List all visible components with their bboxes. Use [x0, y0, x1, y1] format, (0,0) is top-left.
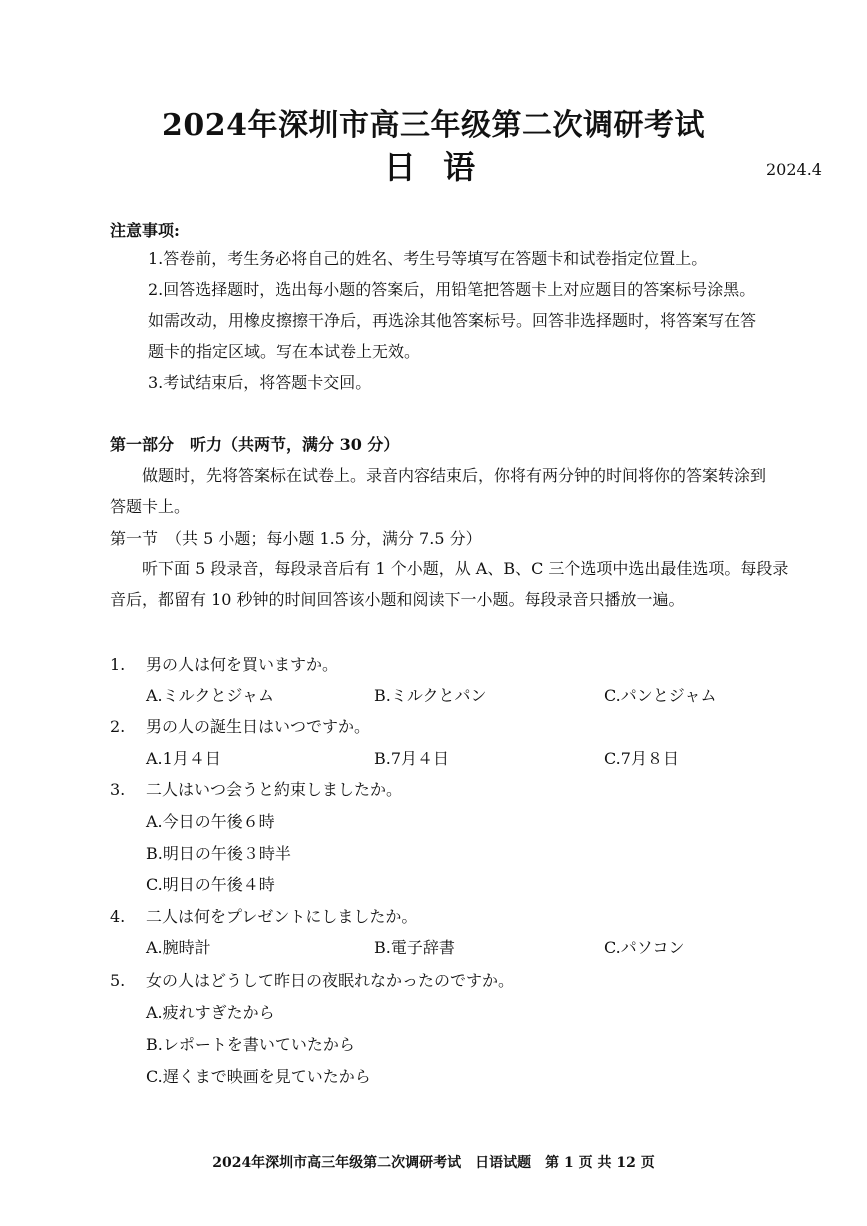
- question-text: 男の人の誕生日はいつですか。: [146, 717, 371, 736]
- option-c: C.パソコン: [604, 938, 685, 957]
- option-c: C.パンとジャム: [604, 686, 717, 705]
- notice-item-2-line-1: 2.回答选择题时，选出每小题的答案后，用铅笔把答题卡上对应题目的答案标号涂黑。: [148, 280, 756, 299]
- exam-title: 2024年深圳市高三年级第二次调研考试: [162, 108, 705, 143]
- section-1-line-2: 音后，都留有 10 秒钟的时间回答该小题和阅读下一小题。每段录音只播放一遍。: [110, 590, 685, 609]
- section-1-line-1: 听下面 5 段录音，每段录音后有 1 个小题，从 A、B、C 三个选项中选出最佳选项。每段录: [142, 559, 789, 578]
- question-text: 二人はいつ会うと約束しましたか。: [146, 780, 403, 799]
- question-3: [110, 777, 402, 800]
- question-text: 男の人は何を買いますか。: [146, 655, 339, 674]
- question-number: 5.: [110, 971, 126, 990]
- part-1-intro: [110, 460, 828, 522]
- option-a: A.疲れすぎたから: [146, 1003, 275, 1022]
- part-1-intro-line-1: 做题时，先将答案标在试卷上。录音内容结束后，你将有两分钟的时间将你的答案转涂到: [142, 466, 767, 485]
- option-a: A.1月４日: [146, 749, 221, 768]
- option-a: A.ミルクとジャム: [146, 686, 275, 705]
- notice-item-1: 1.答卷前，考生务必将自己的姓名、考生号等填写在答题卡和试卷指定位置上。: [148, 249, 708, 268]
- option-a: A.腕時計: [146, 938, 211, 957]
- question-number: 2.: [110, 717, 126, 736]
- question-number: 4.: [110, 907, 126, 926]
- notice-item-3: 3.考试结束后，将答题卡交回。: [148, 373, 372, 392]
- notice-item-2-line-3: 题卡的指定区域。写在本试卷上无效。: [148, 342, 421, 361]
- question-number: 1.: [110, 655, 126, 674]
- option-b: B.電子辞書: [374, 938, 455, 957]
- question-1: [110, 652, 338, 675]
- question-text: 女の人はどうして昨日の夜眠れなかったのですか。: [146, 971, 515, 990]
- option-b: B.レポートを書いていたから: [146, 1035, 355, 1054]
- question-text: 二人は何をプレゼントにしましたか。: [146, 907, 418, 926]
- option-c: C.明日の午後４時: [146, 875, 275, 894]
- question-number: 3.: [110, 780, 126, 799]
- question-4: [110, 904, 417, 927]
- question-2: [110, 714, 370, 737]
- section-1-instructions: [110, 553, 828, 615]
- option-b: B.ミルクとパン: [374, 686, 487, 705]
- notice-heading: 注意事项:: [110, 221, 180, 240]
- notice-item-2-line-2: 如需改动，用橡皮擦擦干净后，再选涂其他答案标号。回答非选择题时，将答案写在答: [148, 311, 757, 330]
- part-1-intro-line-2: 答题卡上。: [110, 497, 191, 516]
- notice-list: [110, 243, 828, 398]
- option-c: C.7月８日: [604, 749, 679, 768]
- exam-date: 2024.4: [766, 160, 822, 179]
- part-1-heading: 第一部分 听力（共两节，满分 30 分）: [110, 435, 400, 454]
- option-a: A.今日の午後６時: [146, 812, 275, 831]
- question-5: [110, 968, 514, 991]
- option-b: B.7月４日: [374, 749, 450, 768]
- option-b: B.明日の午後３時半: [146, 844, 291, 863]
- subject-title: 日 语: [383, 148, 484, 186]
- section-1-heading: 第一节 （共 5 小题；每小题 1.5 分，满分 7.5 分）: [110, 529, 482, 548]
- page-footer: 2024年深圳市高三年级第二次调研考试 日语试题 第 1 页 共 12 页: [212, 1155, 655, 1171]
- option-c: C.遅くまで映画を見ていたから: [146, 1067, 371, 1086]
